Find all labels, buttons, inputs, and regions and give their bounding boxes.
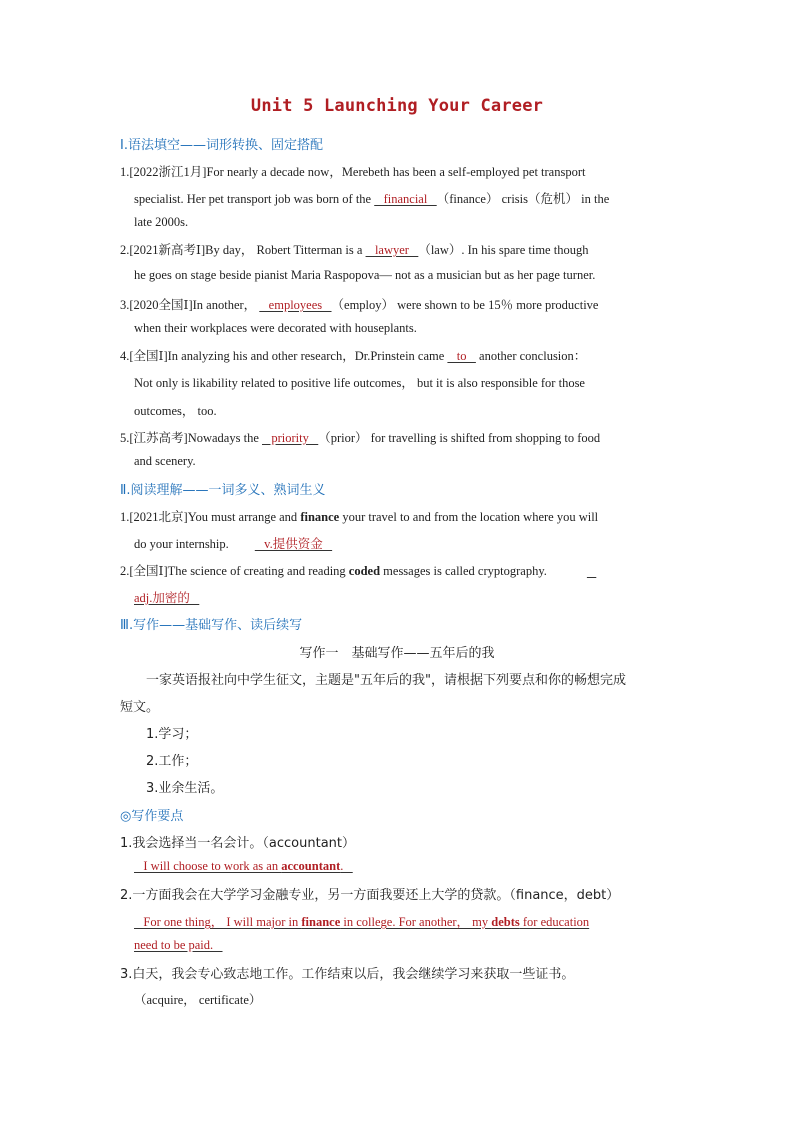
answer-text xyxy=(134,859,353,873)
q5-text: 5.[江苏高考]Nowadays the xyxy=(120,431,262,445)
keyword: coded xyxy=(348,564,381,578)
answer-text: need to be paid. xyxy=(134,938,223,952)
q1-text: 1.[2022浙江1月]For nearly a decade now，Merebeth has been a self-employed pet transport xyxy=(120,165,586,179)
section-heading-writing: Ⅲ.写作——基础写作、读后续写 xyxy=(120,618,303,633)
point-work: 2.工作； xyxy=(146,754,198,769)
section-heading-reading: Ⅱ.阅读理解——一词多义、熟词生义 xyxy=(120,483,326,498)
keyword: finance xyxy=(301,915,341,929)
q2-text: 2.[2021新高考Ⅰ]By day， Robert Titterman is a xyxy=(120,243,366,257)
r2-line2 xyxy=(134,588,199,606)
key3-words: （acquire， certificate） xyxy=(134,993,262,1007)
answer-blank: to xyxy=(447,349,476,363)
q3-line1 xyxy=(120,295,598,313)
q4-line3: outcomes， too. xyxy=(134,404,217,418)
point-leisure: 3.业余生活。 xyxy=(146,781,224,796)
q5-line2: and scenery. xyxy=(134,454,196,468)
q4-line2: Not only is likability related to positive life outcomes， but it is also responsible for those xyxy=(134,376,585,390)
q4-line1 xyxy=(120,346,586,364)
section-heading-grammar: Ⅰ.语法填空——词形转换、固定搭配 xyxy=(120,138,323,153)
answer-blank-lead xyxy=(587,564,596,578)
q1-line1 xyxy=(120,162,585,180)
r1-line1 xyxy=(120,507,598,525)
q5-line1 xyxy=(120,428,600,446)
answer-text xyxy=(134,915,589,929)
answer-blank: financial xyxy=(374,192,437,206)
answer-blank: lawyer xyxy=(365,243,419,257)
keyword: debts xyxy=(491,915,520,929)
key2-answer xyxy=(134,912,589,930)
q2-line1 xyxy=(120,240,588,258)
key3-prompt: 3.白天，我会专心致志地工作。工作结束以后，我会继续学习来获取一些证书。 xyxy=(120,967,575,982)
keyword: finance xyxy=(300,510,340,524)
answer-part: I will choose to work as an xyxy=(134,859,282,873)
point-study: 1.学习； xyxy=(146,727,198,742)
r1-line2 xyxy=(134,534,332,552)
q2-line2: he goes on stage beside pianist Maria Raspopova— not as a musician but as her page turner. xyxy=(134,268,596,282)
r1-text-3: do your internship. xyxy=(134,537,229,551)
q4-text-2: another conclusion： xyxy=(475,349,587,363)
q1-line2 xyxy=(134,189,609,207)
r2-line1 xyxy=(120,561,596,579)
answer-part: . xyxy=(340,859,353,873)
r2-text: 2.[全国Ⅰ]The science of creating and reading xyxy=(120,564,349,578)
page-title: Unit 5 Launching Your Career xyxy=(250,96,544,116)
q1-text-3: （finance） crisis（危机） in the xyxy=(436,192,610,206)
q5-text-2: （prior） for travelling is shifted from shopping to food xyxy=(318,431,601,445)
prompt-line2: 短文。 xyxy=(120,700,160,715)
answer-blank: v.提供资金 xyxy=(254,537,333,551)
answer-blank: employees xyxy=(259,298,332,312)
q2-text-2: （law）. In his spare time though xyxy=(418,243,589,257)
q3-text-2: （employ） were shown to be 15％ more productive xyxy=(331,298,599,312)
key1-answer xyxy=(134,859,353,874)
answer-part: For one thing， I will major in xyxy=(134,915,302,929)
key2-prompt: 2.一方面我会在大学学习金融专业，另一方面我要还上大学的贷款。（finance，debt） xyxy=(120,888,620,903)
r1-text-2: your travel to and from the location where you will xyxy=(339,510,599,524)
q4-text: 4.[全国Ⅰ]In analyzing his and other research，Dr.Prinstein came xyxy=(120,349,448,363)
q3-line2: when their workplaces were decorated with houseplants. xyxy=(134,321,417,335)
q1-text-2: specialist. Her pet transport job was born of the xyxy=(134,192,375,206)
writing-subtitle: 写作一 基础写作——五年后的我 xyxy=(299,646,495,661)
answer-blank: priority xyxy=(262,431,319,445)
prompt-line1: 一家英语报社向中学生征文，主题是"五年后的我"，请根据下列要点和你的畅想完成 xyxy=(146,673,626,688)
r2-text-2: messages is called cryptography. xyxy=(380,564,547,578)
r1-text: 1.[2021北京]You must arrange and xyxy=(120,510,301,524)
key1-prompt: 1.我会选择当一名会计。（accountant） xyxy=(120,836,355,851)
q1-line3: late 2000s. xyxy=(134,215,189,229)
key-points-heading: ◎写作要点 xyxy=(120,809,184,824)
answer-part: for education xyxy=(519,915,590,929)
answer-part: in college. For another， my xyxy=(340,915,492,929)
q3-text: 3.[2020全国Ⅰ]In another， xyxy=(120,298,260,312)
key2-answer-line2 xyxy=(134,938,223,953)
keyword: accountant xyxy=(281,859,341,873)
answer-blank: adj.加密的 xyxy=(134,591,200,605)
